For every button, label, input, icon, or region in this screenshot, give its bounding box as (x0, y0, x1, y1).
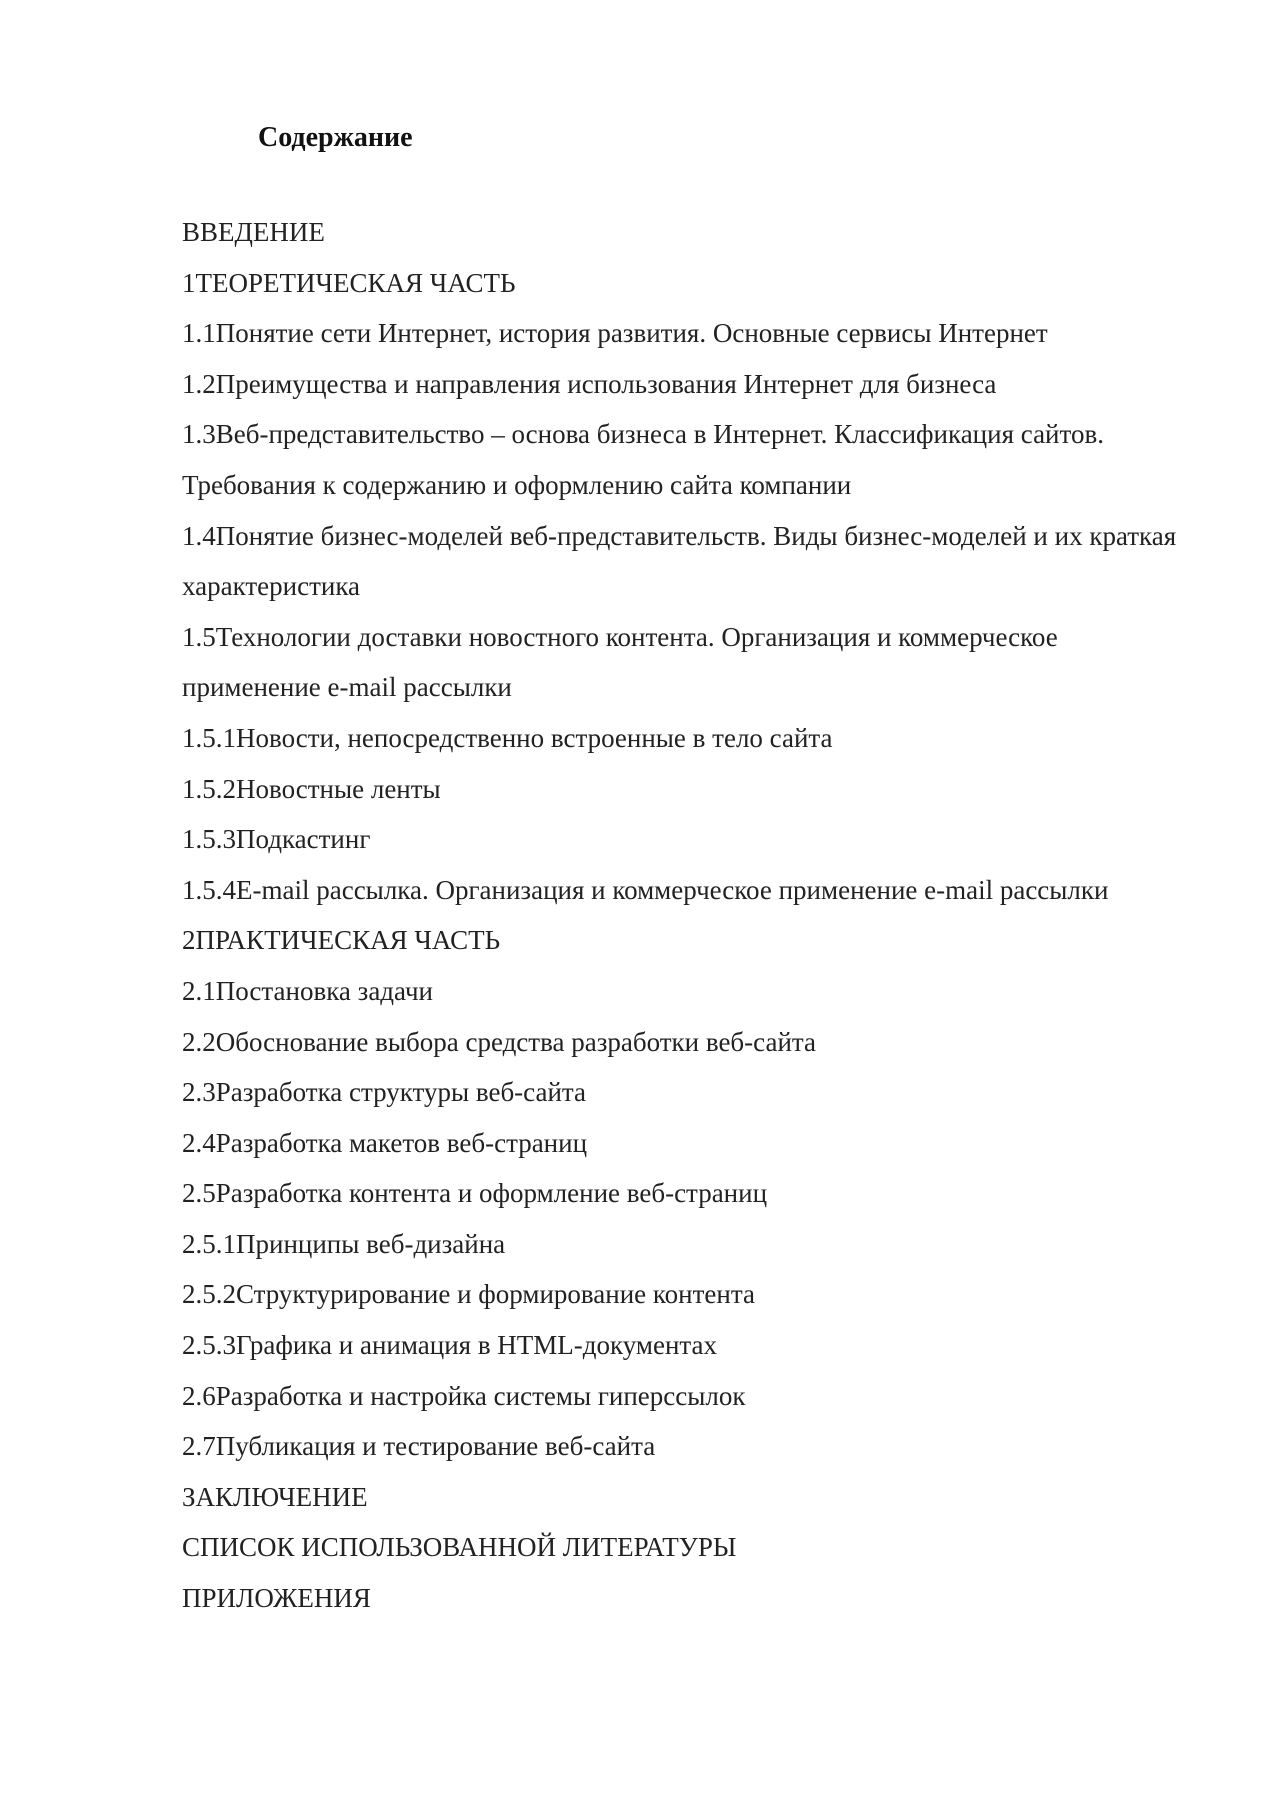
toc-entry-appendices: ПРИЛОЖЕНИЯ (182, 1583, 371, 1614)
toc-entry-2-2: 2.2Обоснование выбора средства разработки веб-сайта (182, 1026, 817, 1057)
toc-entry-1-4: 1.4Понятие бизнес-моделей веб-представительств. Виды бизнес-моделей и их краткая характеристика (182, 520, 1177, 602)
toc-entry-1-5-2: 1.5.2Новостные ленты (182, 773, 441, 804)
toc-entry-2-4: 2.4Разработка макетов веб-страниц (182, 1127, 588, 1158)
toc-entry-2-6: 2.6Разработка и настройка системы гиперссылок (182, 1380, 746, 1411)
toc-entry-1-5-3: 1.5.3Подкастинг (182, 824, 371, 855)
toc-entry-1-1: 1.1Понятие сети Интернет, история развития. Основные сервисы Интернет (182, 318, 1048, 349)
toc-entry-2-5-3: 2.5.3Графика и анимация в HTML-документах (182, 1330, 718, 1361)
toc-entry-1-5-1: 1.5.1Новости, непосредственно встроенные в тело сайта (182, 722, 833, 753)
toc-entry-conclusion: ЗАКЛЮЧЕНИЕ (182, 1481, 368, 1512)
toc-entry-references: СПИСОК ИСПОЛЬЗОВАННОЙ ЛИТЕРАТУРЫ (182, 1532, 737, 1563)
toc-entry-2-5-2: 2.5.2Структурирование и формирование контента (182, 1279, 755, 1310)
table-of-contents (182, 207, 1202, 1624)
toc-entry-2-7: 2.7Публикация и тестирование веб-сайта (182, 1431, 656, 1462)
page-title: Содержание (258, 122, 413, 153)
toc-entry-1-5-4: 1.5.4E-mail рассылка. Организация и коммерческое применение e-mail рассылки (182, 874, 1109, 905)
toc-entry-1-2: 1.2Преимущества и направления использования Интернет для бизнеса (182, 368, 997, 399)
toc-entry-2-3: 2.3Разработка структуры веб-сайта (182, 1077, 587, 1108)
toc-entry-1: 1ТЕОРЕТИЧЕСКАЯ ЧАСТЬ (182, 267, 516, 298)
toc-entry-introduction: ВВЕДЕНИЕ (182, 217, 325, 247)
toc-entry-2-5: 2.5Разработка контента и оформление веб-страниц (182, 1178, 768, 1209)
toc-entry-1-5: 1.5Технологии доставки новостного контента. Организация и коммерческое применение e-mail рассылки (182, 621, 1058, 703)
toc-entry-2: 2ПРАКТИЧЕСКАЯ ЧАСТЬ (182, 925, 501, 956)
toc-entry-2-5-1: 2.5.1Принципы веб-дизайна (182, 1228, 506, 1259)
toc-entry-1-3: 1.3Веб-представительство – основа бизнеса в Интернет. Классификация сайтов. Требования к содержанию и оформлению сайта компании (182, 419, 1104, 500)
toc-entry-2-1: 2.1Постановка задачи (182, 975, 433, 1006)
